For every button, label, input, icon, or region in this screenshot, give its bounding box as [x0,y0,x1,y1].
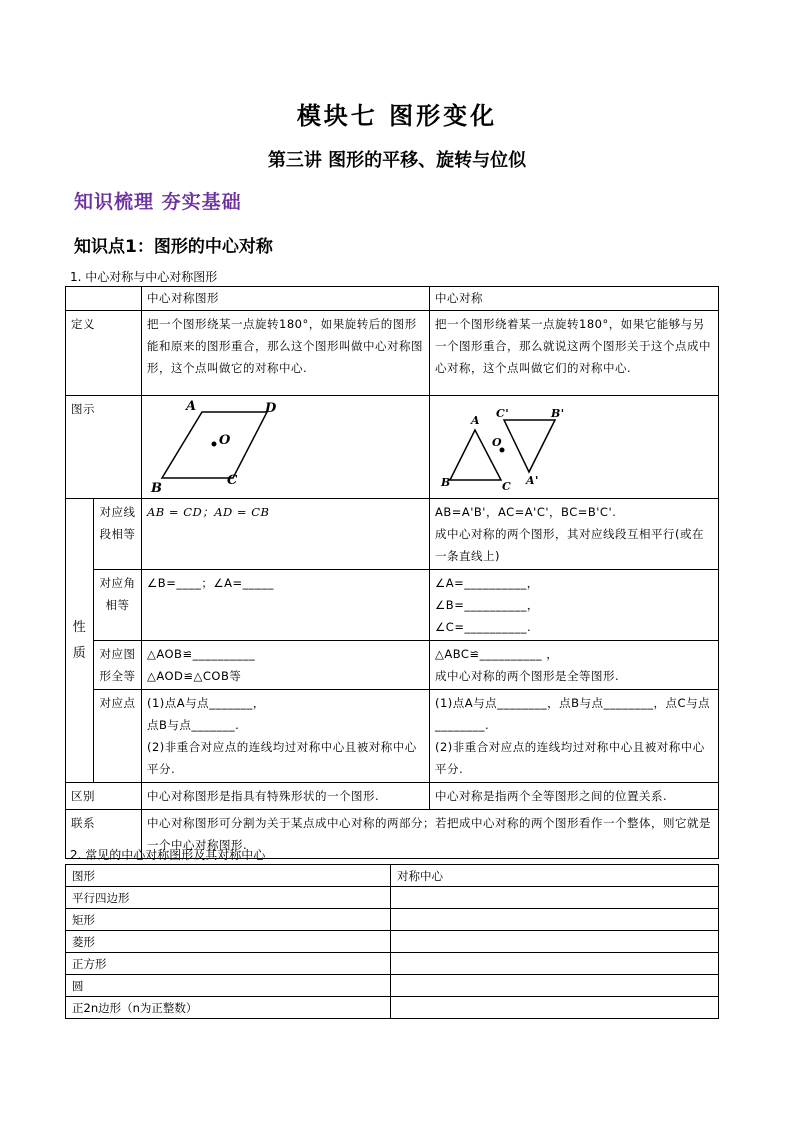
diagram-row [66,396,719,499]
label-b: B [441,476,451,489]
table-row [66,887,719,909]
angles-symmetry: ∠A=__________， ∠B=__________， ∠C=__________. [430,570,719,641]
label-a-prime: A' [526,474,539,487]
table-row [66,975,719,997]
shape-cell: 正方形 [66,953,391,975]
triangle-a-prime-b-prime-c-prime [504,420,555,472]
row-label: 区别 [66,783,142,810]
properties-label-text: 性质 [72,619,87,661]
knowledge-point-heading: 知识点1：图形的中心对称 [74,237,273,257]
table-row [66,953,719,975]
row-label: 对应线段相等 [94,499,142,570]
points-symmetry: (1)点A与点________，点B与点________，点C与点________. (2)非重合对应点的连线均过对称中心且被对称中心平分. [430,690,719,783]
center-cell [391,931,719,953]
segments-symmetry: AB=A'B'，AC=A'C'，BC=B'C'. 成中心对称的两个图形，其对应线段互相平行(或在一条直线上) [430,499,719,570]
lecture-title: 第三讲 图形的平移、旋转与位似 [267,150,527,171]
table-row [66,997,719,1019]
center-cell [391,887,719,909]
definition-figure: 把一个图形绕某一点旋转180°，如果旋转后的图形能和原来的图形重合，那么这个图形叫做中心对称图形，这个点叫做它的对称中心. [142,311,430,396]
property-row-segments [66,499,719,570]
definition-symmetry: 把一个图形绕着某一点旋转180°，如果它能够与另一个图形重合，那么就说这两个图形关于这个点成中心对称，这个点叫做它们的对称中心. [430,311,719,396]
shape-cell: 平行四边形 [66,887,391,909]
angles-figure: ∠B=____；∠A=_____ [142,570,430,641]
module-title: 模块七 图形变化 [296,101,498,130]
common-shapes-table [65,864,719,1019]
header-shape: 图形 [66,865,391,887]
table-row [66,931,719,953]
parallelogram-svg [142,396,430,498]
row-label: 对应角相等 [94,570,142,641]
definition-row [66,311,719,396]
label-c-prime: C' [496,407,510,420]
shape-cell: 菱形 [66,931,391,953]
table-row [66,909,719,931]
row-label: 定义 [66,311,142,396]
col-header-figure: 中心对称图形 [142,287,430,311]
row-label: 图示 [66,396,142,499]
header-center: 对称中心 [391,865,719,887]
row-label: 联系 [66,810,142,859]
property-row-points [66,690,719,783]
shape-cell: 正2n边形（n为正整数） [66,997,391,1019]
triangles-diagram [430,396,719,499]
label-c: C [502,480,512,493]
table-header-row [66,287,719,311]
property-row-congruent [66,641,719,690]
table2-caption: 2. 常见的中心对称图形及其对称中心 [70,848,266,862]
label-d: D [265,401,277,416]
difference-symmetry: 中心对称是指两个全等图形之间的位置关系. [430,783,719,810]
center-point-o [212,442,217,447]
row-label: 对应图形全等 [94,641,142,690]
label-b-prime: B' [551,407,565,420]
parallelogram-diagram [142,396,430,499]
points-figure: (1)点A与点_______， 点B与点_______. (2)非重合对应点的连线均过对称中心且被对称中心平分. [142,690,430,783]
segments-figure: AB = CD；AD = CB [142,499,430,570]
congruent-symmetry: △ABC≌__________ ， 成中心对称的两个图形是全等图形. [430,641,719,690]
property-row-angles [66,570,719,641]
center-cell [391,909,719,931]
label-a: A [471,414,481,427]
difference-row [66,783,719,810]
col-header-symmetry: 中心对称 [430,287,719,311]
center-cell [391,953,719,975]
table1-caption: 1. 中心对称与中心对称图形 [70,270,218,284]
central-symmetry-table [65,286,719,859]
label-c: C [227,473,238,488]
triangles-svg [430,396,719,498]
section-banner: 知识梳理 夯实基础 [74,191,242,213]
label-b: B [151,481,163,496]
label-a: A [186,399,197,414]
shape-cell: 矩形 [66,909,391,931]
congruent-figure: △AOB≌__________ △AOD≌△COB等 [142,641,430,690]
table-header-row [66,865,719,887]
relation-text: 中心对称图形可分割为关于某点成中心对称的两部分；若把成中心对称的两个图形看作一个整体，则它就是一个中心对称图形. [142,810,719,859]
difference-figure: 中心对称图形是指具有特殊形状的一个图形. [142,783,430,810]
label-o: O [219,433,231,448]
row-label: 对应点 [94,690,142,783]
center-cell [391,997,719,1019]
properties-label [66,499,94,783]
center-cell [391,975,719,997]
shape-cell: 圆 [66,975,391,997]
label-o: O [492,436,503,449]
